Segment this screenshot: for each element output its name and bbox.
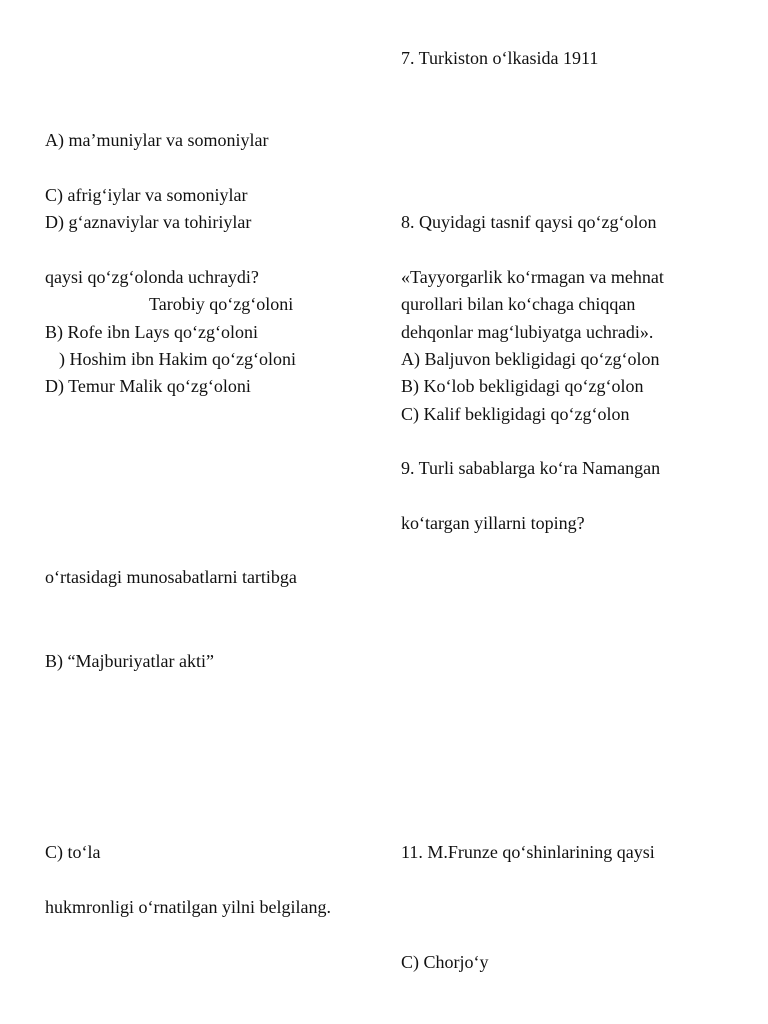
question-quote-line: qurollari bilan ko‘chaga chiqqan <box>401 294 636 314</box>
answer-option-c: C) Kalif bekligidagi qo‘zg‘olon <box>401 404 630 424</box>
answer-option-a: A) Baljuvon bekligidagi qo‘zg‘olon <box>401 349 660 369</box>
answer-option-c-fragment: ) Hoshim ibn Hakim qo‘zg‘oloni <box>59 349 296 369</box>
question-text-fragment: qaysi qo‘zg‘olonda uchraydi? <box>45 267 259 287</box>
question-quote-line: «Tayyorgarlik ko‘rmagan va mehnat <box>401 267 664 287</box>
question-heading: 7. Turkiston o‘lkasida 1911 <box>401 48 599 68</box>
answer-option-c: C) Chorjo‘y <box>401 952 489 972</box>
question-heading: 9. Turli sabablarga ko‘ra Namangan <box>401 458 661 478</box>
question-text-fragment: o‘rtasidagi munosabatlarni tartibga <box>45 567 297 587</box>
answer-option-b: B) Rofe ibn Lays qo‘zg‘oloni <box>45 322 258 342</box>
answer-option-c: C) to‘la <box>45 842 101 862</box>
answer-option-a-fragment: Tarobiy qo‘zg‘oloni <box>149 294 294 314</box>
question-heading: 8. Quyidagi tasnif qaysi qo‘zg‘olon <box>401 212 657 232</box>
answer-option-d: D) g‘aznaviylar va tohiriylar <box>45 212 252 232</box>
answer-option-b: B) Ko‘lob bekligidagi qo‘zg‘olon <box>401 376 644 396</box>
question-heading: 11. M.Frunze qo‘shinlarining qaysi <box>401 842 655 862</box>
question-text-fragment: hukmronligi o‘rnatilgan yilni belgilang. <box>45 897 331 917</box>
answer-option-a: A) ma’muniylar va somoniylar <box>45 130 269 150</box>
answer-option-b: B) “Majburiyatlar akti” <box>45 651 214 671</box>
question-quote-line: dehqonlar mag‘lubiyatga uchradi». <box>401 322 654 342</box>
answer-option-c: C) afrig‘iylar va somoniylar <box>45 185 248 205</box>
question-text-fragment: ko‘targan yillarni toping? <box>401 513 585 533</box>
answer-option-d: D) Temur Malik qo‘zg‘oloni <box>45 376 251 396</box>
